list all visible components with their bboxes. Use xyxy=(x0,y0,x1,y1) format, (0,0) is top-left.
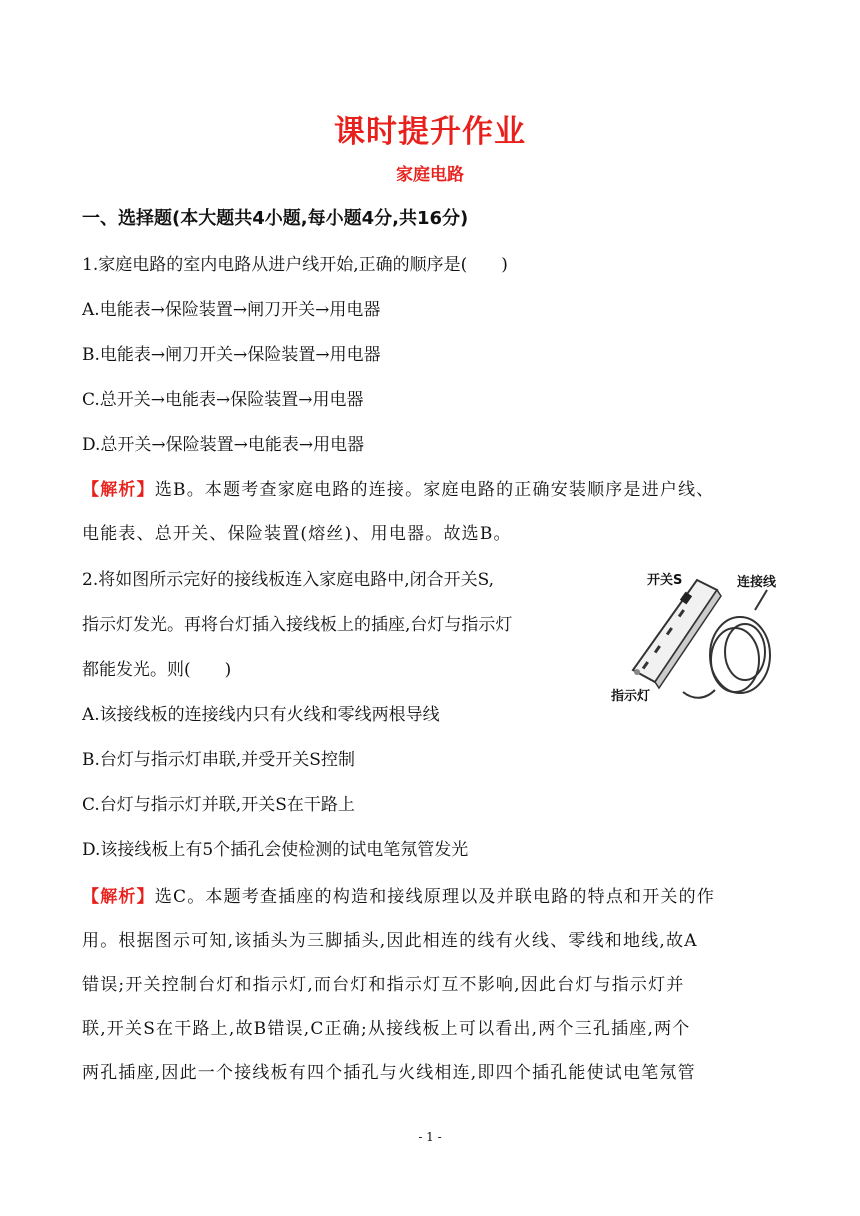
q1-stem: 1.家庭电路的室内电路从进户线开始,正确的顺序是( ) xyxy=(82,255,508,275)
q2-analysis-tag: 【解析】 xyxy=(82,887,155,907)
q2-option-a: A.该接线板的连接线内只有火线和零线两根导线 xyxy=(82,705,440,725)
figure-label-indicator: 指示灯 xyxy=(611,689,651,704)
q1-option-d: D.总开关→保险装置→电能表→用电器 xyxy=(82,435,365,455)
q2-stem-line-2: 指示灯发光。再将台灯插入接线板上的插座,台灯与指示灯 xyxy=(82,615,513,635)
section-heading: 一、选择题(本大题共4小题,每小题4分,共16分) xyxy=(82,208,469,229)
q2-stem-line-1: 2.将如图所示完好的接线板连入家庭电路中,闭合开关S, xyxy=(82,570,495,590)
q2-analysis-line-4: 联,开关S在干路上,故B错误,C正确;从接线板上可以看出,两个三孔插座,两个 xyxy=(82,1019,691,1039)
power-strip-figure xyxy=(605,560,785,710)
page-subtitle: 家庭电路 xyxy=(396,165,464,185)
q1-analysis-tag: 【解析】 xyxy=(82,480,155,500)
q2-analysis-line-5: 两孔插座,因此一个接线板有四个插孔与火线相连,即四个插孔能使试电笔氖管 xyxy=(82,1063,696,1083)
q1-analysis-line-1 xyxy=(82,475,715,500)
q2-option-b: B.台灯与指示灯串联,并受开关S控制 xyxy=(82,750,355,770)
q1-option-b: B.电能表→闸刀开关→保险装置→用电器 xyxy=(82,345,381,365)
q1-option-c: C.总开关→电能表→保险装置→用电器 xyxy=(82,390,364,410)
q2-analysis-line-3: 错误;开关控制台灯和指示灯,而台灯和指示灯互不影响,因此台灯与指示灯并 xyxy=(82,975,685,995)
figure-label-switch: 开关S xyxy=(647,573,683,588)
q1-option-a: A.电能表→保险装置→闸刀开关→用电器 xyxy=(82,300,381,320)
q1-analysis-text-1: 选B。本题考查家庭电路的连接。家庭电路的正确安装顺序是进户线、 xyxy=(154,480,715,500)
q2-stem-line-3: 都能发光。则( ) xyxy=(82,660,232,680)
figure-label-cable: 连接线 xyxy=(737,575,777,590)
power-strip-icon xyxy=(633,580,721,688)
q2-option-c: C.台灯与指示灯并联,开关S在干路上 xyxy=(82,795,355,815)
q2-analysis-text-1: 选C。本题考查插座的构造和接线原理以及并联电路的特点和开关的作 xyxy=(154,887,716,907)
page-number: - 1 - xyxy=(418,1130,442,1144)
q2-analysis-line-2: 用。根据图示可知,该插头为三脚插头,因此相连的线有火线、零线和地线,故A xyxy=(82,931,698,951)
q2-option-d: D.该接线板上有5个插孔会使检测的试电笔氖管发光 xyxy=(82,840,469,860)
page-title: 课时提升作业 xyxy=(334,114,526,150)
q2-analysis-line-1 xyxy=(82,882,715,907)
q1-analysis-line-2: 电能表、总开关、保险装置(熔丝)、用电器。故选B。 xyxy=(82,524,512,544)
